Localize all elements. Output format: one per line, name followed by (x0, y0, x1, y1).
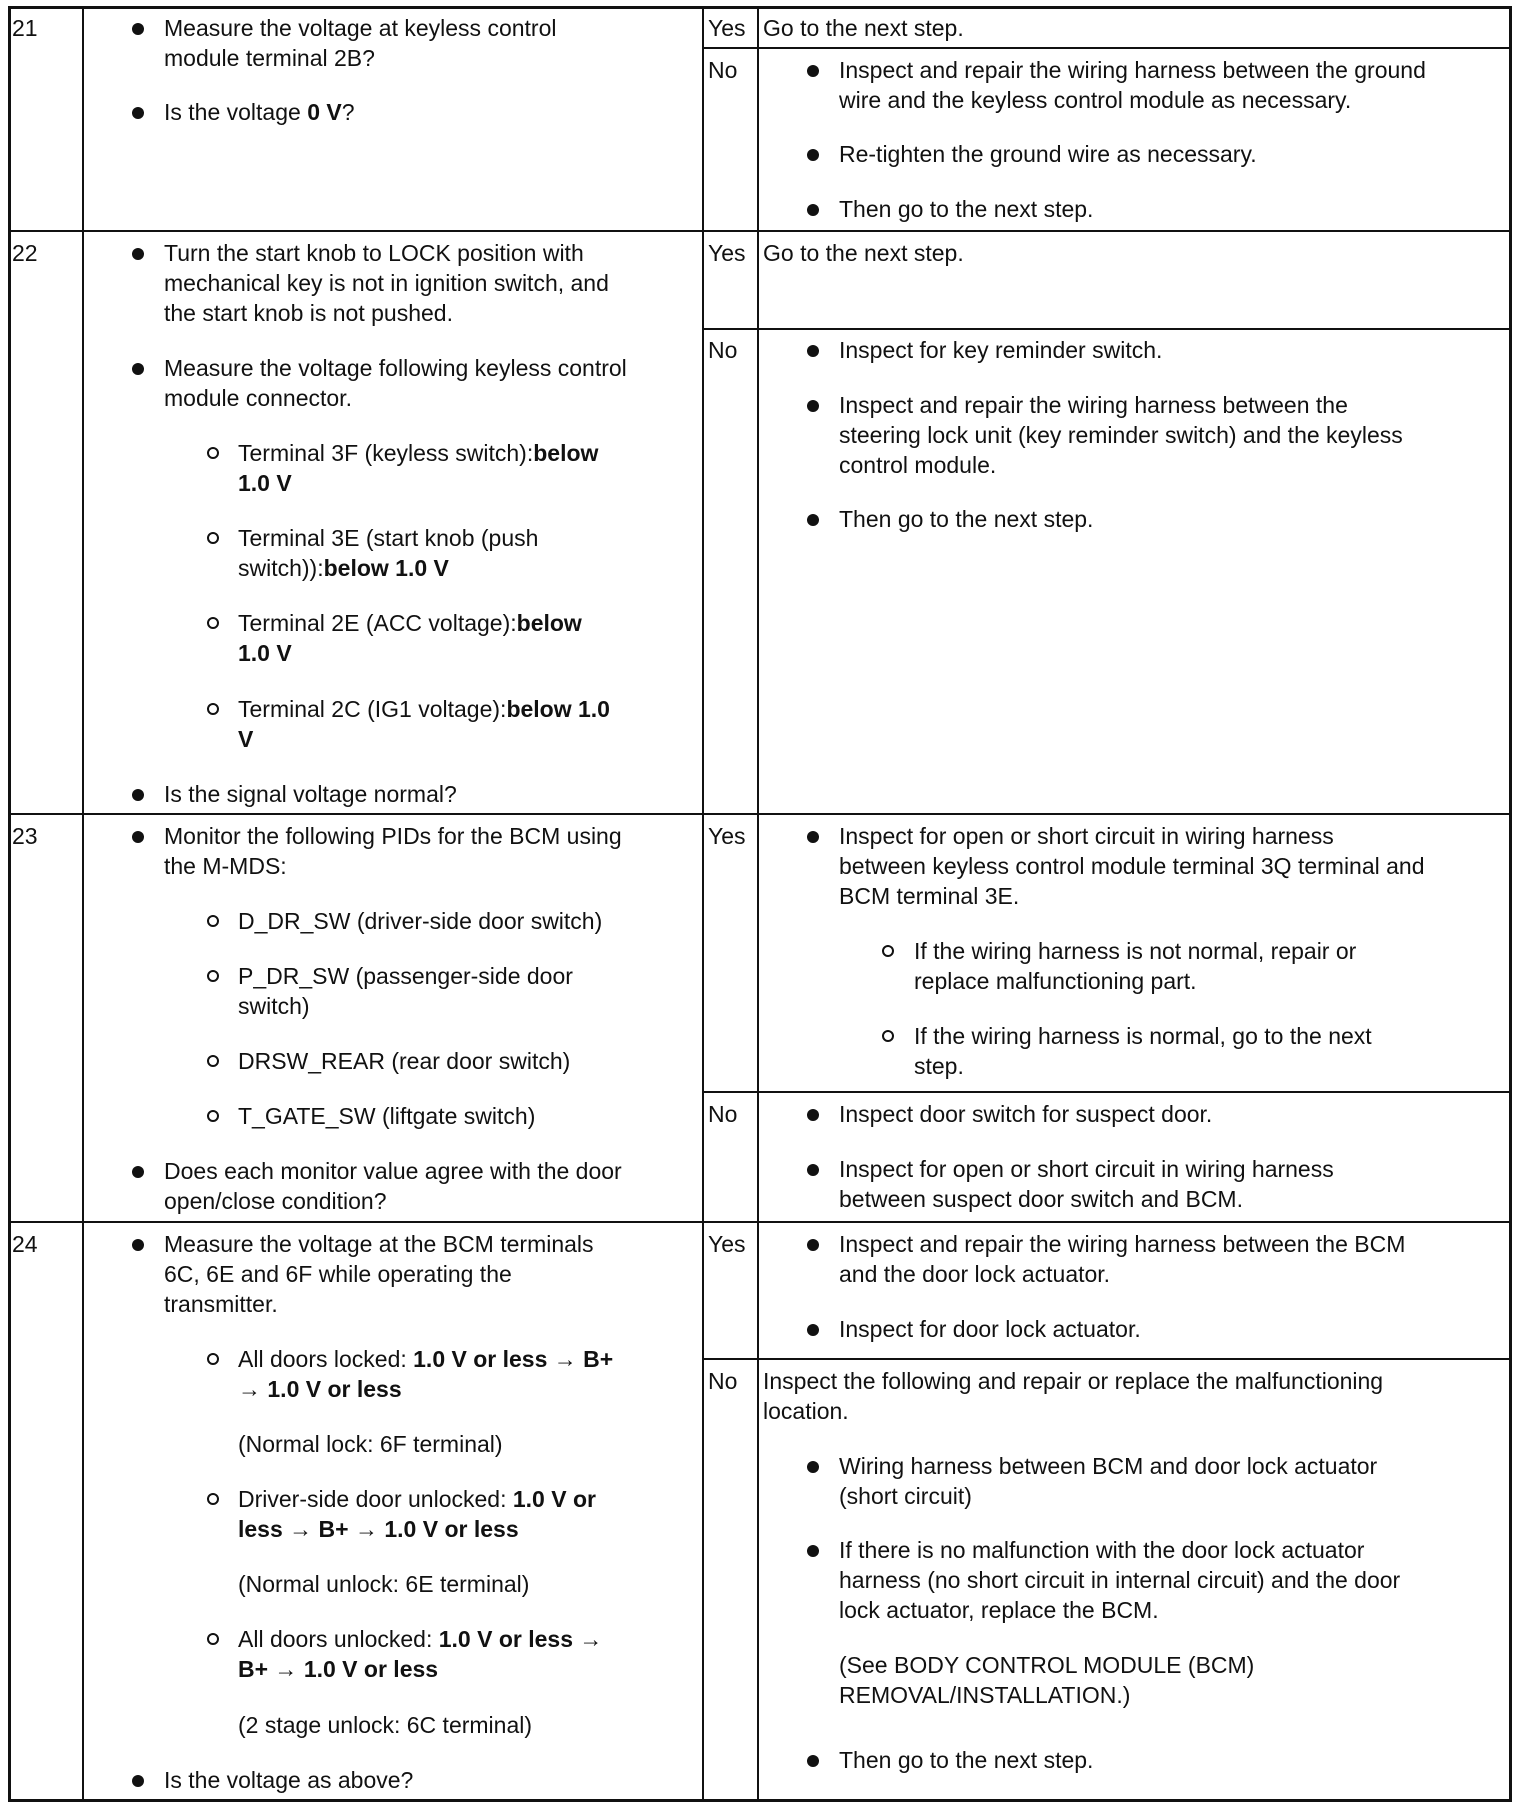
bullet-icon (807, 514, 819, 526)
no-action-line: Then go to the next step. (839, 506, 1094, 532)
inspection-line: (Normal lock: 6F terminal) (238, 1431, 503, 1457)
sub-bullet-icon (207, 915, 219, 927)
sub-bullet-icon (207, 703, 219, 715)
no-action-line: Re-tighten the ground wire as necessary. (839, 141, 1257, 167)
no-action-line: steering lock unit (key reminder switch) and the keyless (839, 422, 1403, 448)
inspection-line: Terminal 2E (ACC voltage):below (238, 610, 582, 636)
inspection-line: T_GATE_SW (liftgate switch) (238, 1103, 536, 1129)
inspection-line: module terminal 2B? (164, 45, 375, 71)
inspection-line: less → B+ → 1.0 V or less (238, 1516, 519, 1542)
inspection-line: Is the voltage as above? (164, 1767, 414, 1793)
bullet-icon (807, 345, 819, 357)
yes-label: Yes (708, 240, 746, 266)
no-action-line: REMOVAL/INSTALLATION.) (839, 1682, 1131, 1708)
inspection-line: Driver-side door unlocked: 1.0 V or (238, 1486, 596, 1512)
sub-bullet-icon (207, 532, 219, 544)
no-action-line: wire and the keyless control module as necessary. (839, 87, 1352, 113)
inspection-line: Does each monitor value agree with the door (164, 1158, 622, 1184)
step-number: 22 (12, 240, 38, 266)
no-label: No (708, 57, 738, 83)
yes-action-line: Inspect for door lock actuator. (839, 1316, 1141, 1342)
yes-no-divider-21 (702, 47, 1512, 49)
inspection-line: open/close condition? (164, 1188, 387, 1214)
no-action-line: Inspect the following and repair or replace the malfunctioning (763, 1368, 1384, 1394)
inspection-line: D_DR_SW (driver-side door switch) (238, 908, 603, 934)
inspection-line: All doors locked: 1.0 V or less → B+ (238, 1346, 614, 1372)
inspection-line: P_DR_SW (passenger-side door (238, 963, 573, 989)
row-divider-23-24 (8, 1221, 1512, 1223)
yes-label: Yes (708, 15, 746, 41)
no-action-line: lock actuator, replace the BCM. (839, 1597, 1159, 1623)
inspection-line: Is the signal voltage normal? (164, 781, 457, 807)
no-label: No (708, 1368, 738, 1394)
bullet-icon (132, 831, 144, 843)
bullet-icon (807, 149, 819, 161)
no-action-line: Then go to the next step. (839, 1747, 1094, 1773)
inspection-line: DRSW_REAR (rear door switch) (238, 1048, 571, 1074)
bullet-icon (807, 1324, 819, 1336)
inspection-line: 6C, 6E and 6F while operating the (164, 1261, 512, 1287)
inspection-line: Measure the voltage following keyless control (164, 355, 627, 381)
inspection-line: transmitter. (164, 1291, 278, 1317)
bullet-icon (132, 248, 144, 260)
no-action-line: Inspect for open or short circuit in wiring harness (839, 1156, 1334, 1182)
border-top (8, 6, 1512, 9)
yes-action-line: Inspect for open or short circuit in wiring harness (839, 823, 1334, 849)
bullet-icon (807, 400, 819, 412)
inspection-line: B+ → 1.0 V or less (238, 1656, 439, 1682)
bullet-icon (807, 204, 819, 216)
bullet-icon (807, 1239, 819, 1251)
yes-no-divider-23 (702, 1091, 1512, 1093)
no-action-line: (See BODY CONTROL MODULE (BCM) (839, 1652, 1255, 1678)
no-action-line: Wiring harness between BCM and door lock actuator (839, 1453, 1378, 1479)
border-right (1509, 6, 1512, 1802)
bullet-icon (132, 789, 144, 801)
inspection-line: All doors unlocked: 1.0 V or less → (238, 1626, 603, 1652)
sub-bullet-icon (882, 1030, 894, 1042)
inspection-line: the start knob is not pushed. (164, 300, 453, 326)
inspection-line: Measure the voltage at the BCM terminals (164, 1231, 594, 1257)
no-action-line: If there is no malfunction with the door lock actuator (839, 1537, 1365, 1563)
bullet-icon (132, 1775, 144, 1787)
yes-action: Go to the next step. (763, 240, 964, 266)
sub-bullet-icon (882, 945, 894, 957)
step-number: 24 (12, 1231, 38, 1257)
no-label: No (708, 337, 738, 363)
sub-bullet-icon (207, 1633, 219, 1645)
bullet-icon (132, 23, 144, 35)
inspection-line: module connector. (164, 385, 352, 411)
yes-action-line: step. (914, 1053, 964, 1079)
row-divider-21-22 (8, 230, 1512, 232)
inspection-line: the M-MDS: (164, 853, 287, 879)
inspection-line: 1.0 V (238, 470, 292, 496)
yes-action-line: If the wiring harness is not normal, repair or (914, 938, 1357, 964)
yes-action-line: between keyless control module terminal 3Q terminal and (839, 853, 1425, 879)
sub-bullet-icon (207, 617, 219, 629)
inspection-line: switch) (238, 993, 310, 1019)
no-action-line: between suspect door switch and BCM. (839, 1186, 1243, 1212)
no-action-line: harness (no short circuit in internal circuit) and the door (839, 1567, 1401, 1593)
bullet-icon (132, 363, 144, 375)
inspection-line: Terminal 3E (start knob (push (238, 525, 539, 551)
yes-label: Yes (708, 1231, 746, 1257)
yes-action: Go to the next step. (763, 15, 964, 41)
no-action-line: (short circuit) (839, 1483, 972, 1509)
inspection-line: → 1.0 V or less (238, 1376, 402, 1402)
col-divider-result (757, 6, 759, 1802)
col-divider-inspection (702, 6, 704, 1802)
yes-action-line: and the door lock actuator. (839, 1261, 1111, 1287)
bullet-icon (807, 1109, 819, 1121)
no-action-line: Inspect and repair the wiring harness between the ground (839, 57, 1426, 83)
step-number: 23 (12, 823, 38, 849)
sub-bullet-icon (207, 1493, 219, 1505)
inspection-line: Is the voltage 0 V? (164, 99, 355, 125)
bullet-icon (807, 831, 819, 843)
inspection-line: Turn the start knob to LOCK position with (164, 240, 584, 266)
border-left (8, 6, 11, 1802)
inspection-line: (Normal unlock: 6E terminal) (238, 1571, 530, 1597)
row-divider-22-23 (8, 813, 1512, 815)
no-action-line: location. (763, 1398, 849, 1424)
no-action-line: Inspect and repair the wiring harness between the (839, 392, 1348, 418)
sub-bullet-icon (207, 1353, 219, 1365)
sub-bullet-icon (207, 970, 219, 982)
yes-action-line: replace malfunctioning part. (914, 968, 1197, 994)
yes-action-line: If the wiring harness is normal, go to the next (914, 1023, 1372, 1049)
sub-bullet-icon (207, 447, 219, 459)
inspection-line: Measure the voltage at keyless control (164, 15, 557, 41)
step-number: 21 (12, 15, 38, 41)
inspection-line: V (238, 726, 254, 752)
sub-bullet-icon (207, 1110, 219, 1122)
yes-no-divider-24 (702, 1358, 1512, 1360)
no-action-line: Inspect door switch for suspect door. (839, 1101, 1213, 1127)
yes-no-divider-22 (702, 328, 1512, 330)
no-label: No (708, 1101, 738, 1127)
bullet-icon (807, 65, 819, 77)
inspection-line: Monitor the following PIDs for the BCM using (164, 823, 622, 849)
inspection-line: Terminal 3F (keyless switch):below (238, 440, 599, 466)
yes-action-line: Inspect and repair the wiring harness between the BCM (839, 1231, 1406, 1257)
bullet-icon (132, 1239, 144, 1251)
bullet-icon (807, 1545, 819, 1557)
sub-bullet-icon (207, 1055, 219, 1067)
bullet-icon (132, 1166, 144, 1178)
col-divider-step (82, 6, 84, 1802)
inspection-line: mechanical key is not in ignition switch, and (164, 270, 609, 296)
inspection-line: 1.0 V (238, 640, 292, 666)
inspection-line: switch)):below 1.0 V (238, 555, 449, 581)
inspection-line: (2 stage unlock: 6C terminal) (238, 1712, 533, 1738)
inspection-line: Terminal 2C (IG1 voltage):below 1.0 (238, 696, 610, 722)
bullet-icon (132, 107, 144, 119)
border-bottom (8, 1799, 1512, 1802)
yes-action-line: BCM terminal 3E. (839, 883, 1020, 909)
no-action-line: control module. (839, 452, 997, 478)
bullet-icon (807, 1164, 819, 1176)
no-action-line: Inspect for key reminder switch. (839, 337, 1163, 363)
yes-label: Yes (708, 823, 746, 849)
no-action-line: Then go to the next step. (839, 196, 1094, 222)
bullet-icon (807, 1461, 819, 1473)
bullet-icon (807, 1755, 819, 1767)
